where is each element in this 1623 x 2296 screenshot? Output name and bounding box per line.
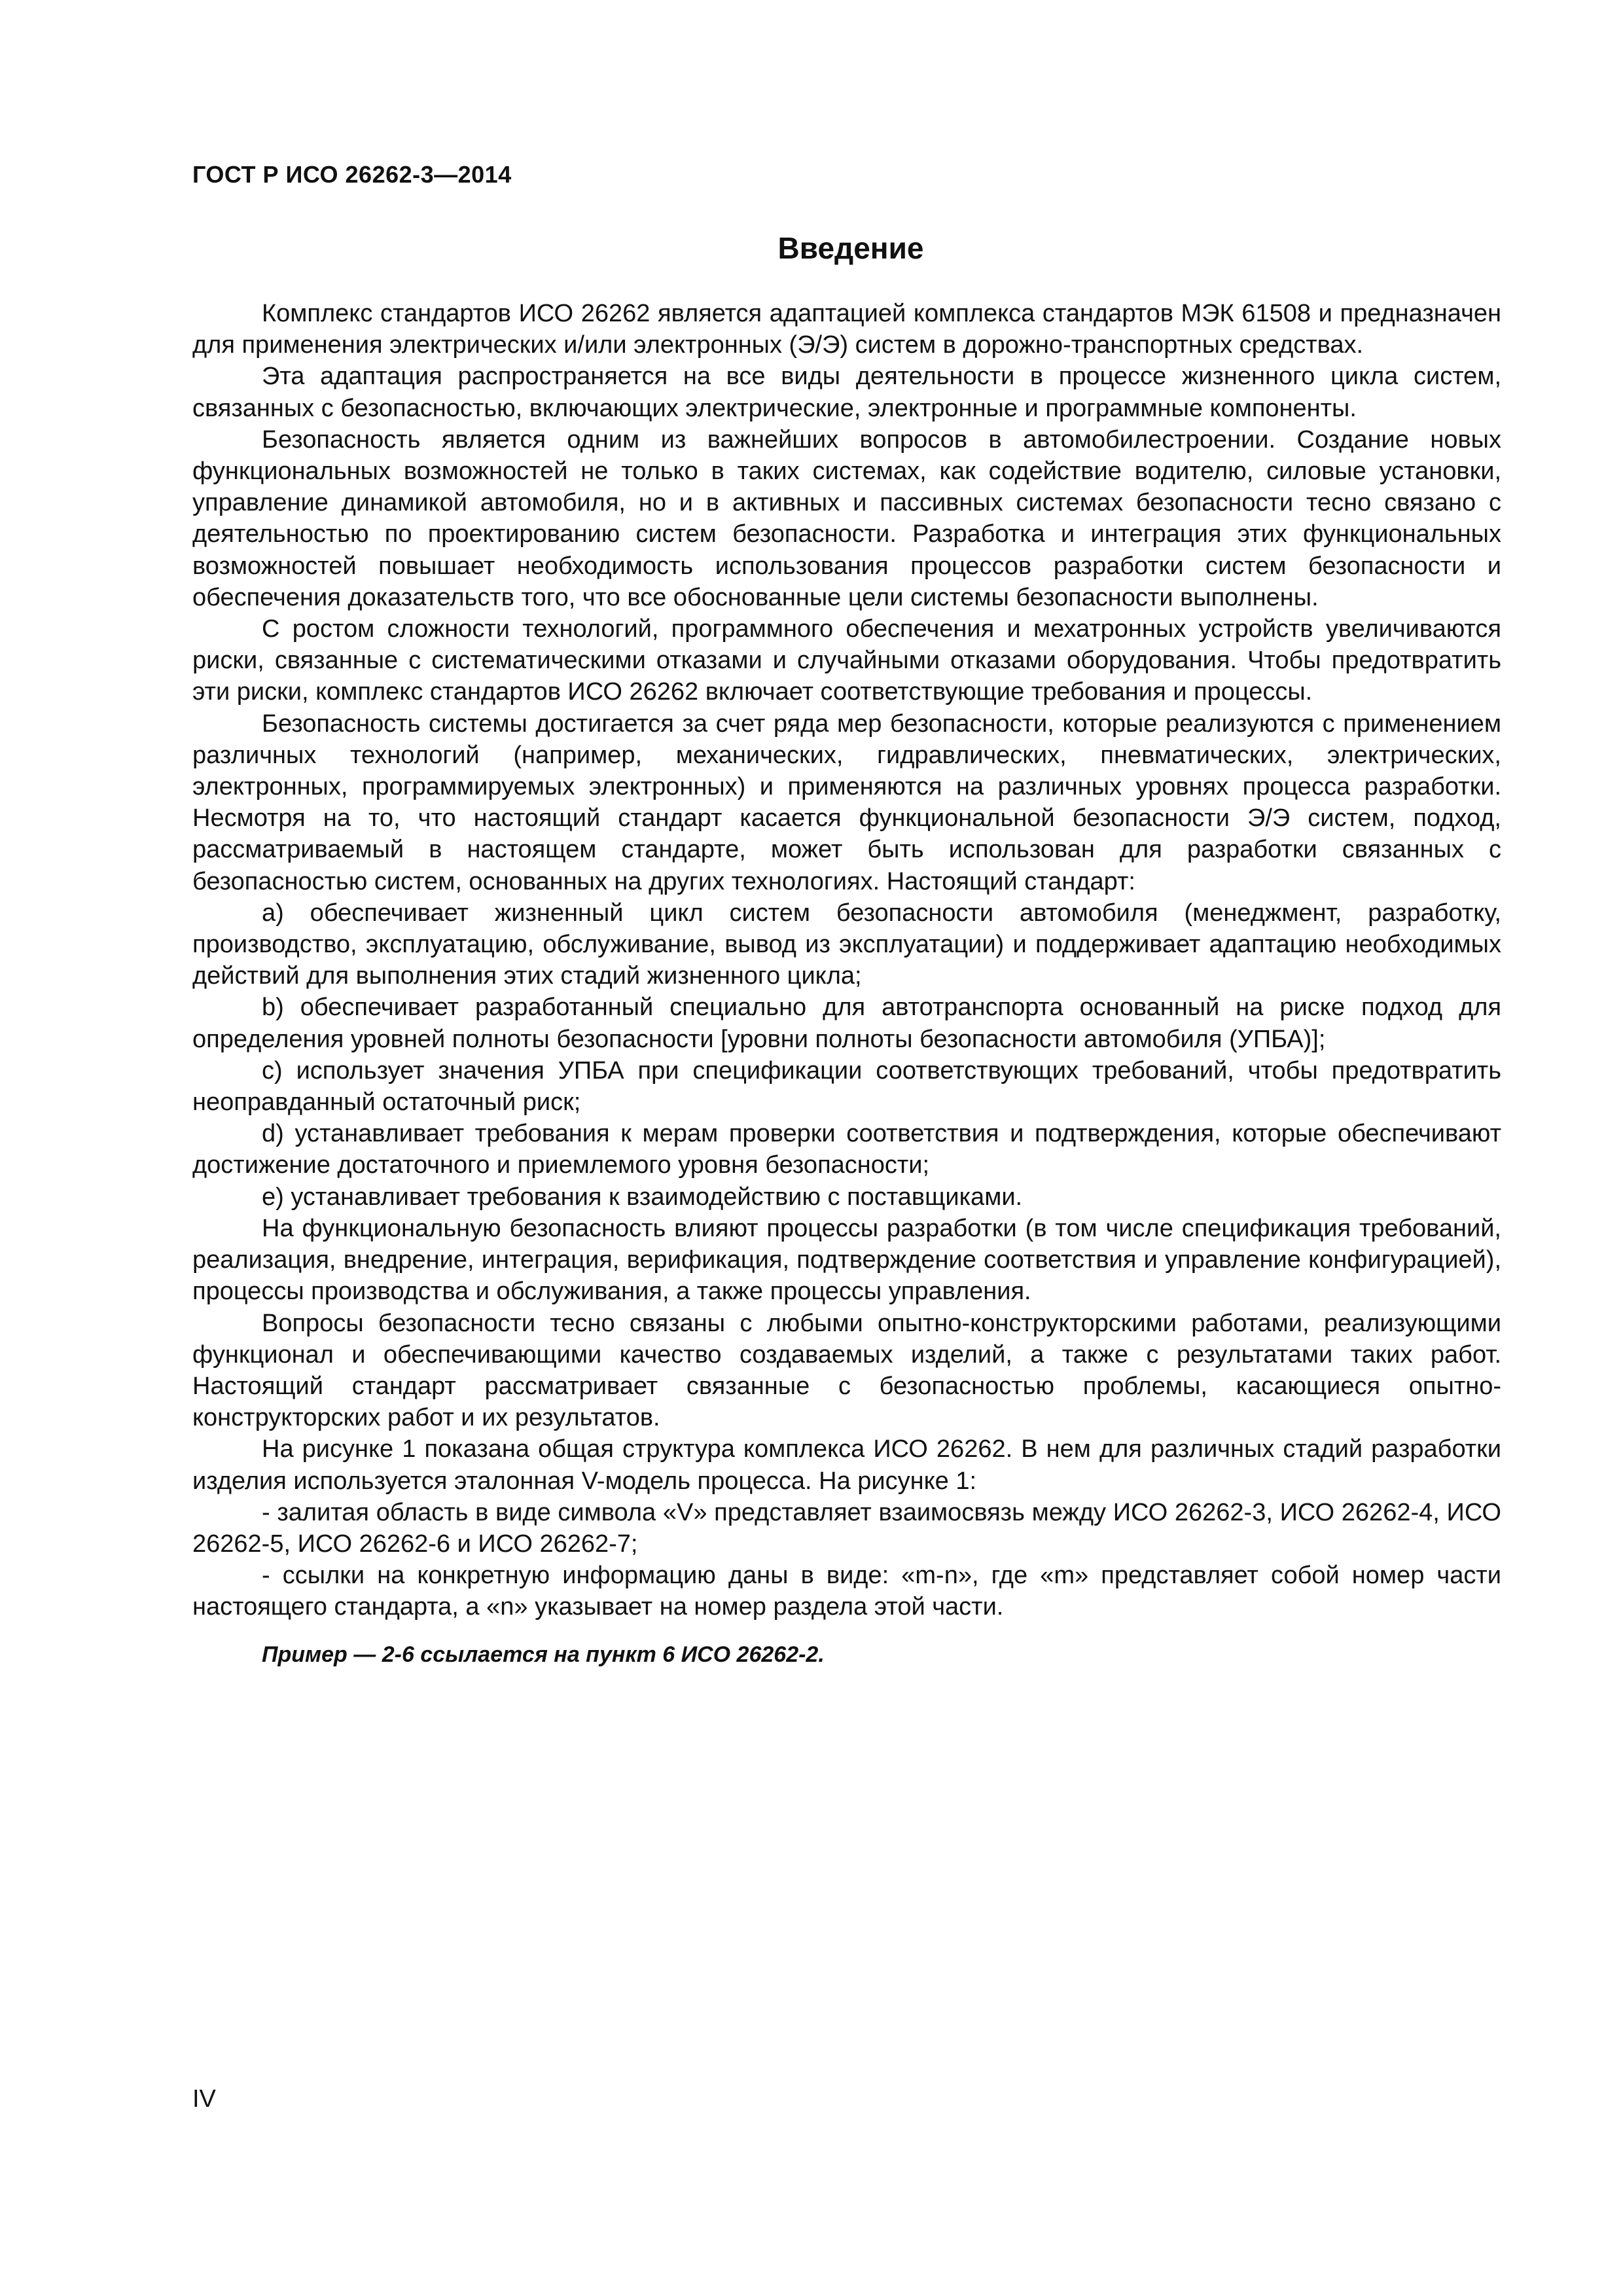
list-item-c: c) использует значения УПБА при спецификации соответствующих требований, чтобы предотвратить неоправданный остаточный риск; [192,1056,1501,1117]
dash-item: - ссылки на конкретную информацию даны в виде: «m-n», где «m» представляет собой номер части настоящего стандарта, а «n» указывает на номер раздела этой части. [192,1562,1501,1621]
paragraph: Безопасность является одним из важнейших вопросов в автомобилестроении. Создание новых функциональных возможностей не только в таких системах, как содействие водителю, силовые установки, управление динамикой автомобиля, но и в активных и пассивных системах безопасности тесно связано с деятельностью по проектированию систем безопасности. Разработка и интеграция этих функциональных возможностей повышает необходимость использования процессов разработки систем безопасности и обеспечения доказательств того, что все обоснованные цели системы безопасности выполнены. [192,425,1501,611]
list-item-d: d) устанавливает требования к мерам проверки соответствия и подтверждения, которые обеспечивают достижение достаточного и приемлемого уровня безопасности; [192,1120,1501,1179]
paragraph: Комплекс стандартов ИСО 26262 является адаптацией комплекса стандартов МЭК 61508 и предназначен для применения электрических и/или электронных (Э/Э) систем в дорожно-транспортных средствах. [192,300,1501,359]
list-item-a: a) обеспечивает жизненный цикл систем безопасности автомобиля (менеджмент, разработку, производство, эксплуатацию, обслуживание, вывод из эксплуатации) и поддерживает адаптацию необходимых действий для выполнения этих стадий жизненного цикла; [192,899,1501,990]
paragraph: Вопросы безопасности тесно связаны с любыми опытно-конструкторскими работами, реализующими функционал и обеспечивающими качество создаваемых изделий, а также с результатами таких работ. Настоящий стандарт рассматривает связанные с безопасностью проблемы, касающиеся опытно-конструкторских работ и их результатов. [192,1309,1501,1432]
paragraph: С ростом сложности технологий, программного обеспечения и мехатронных устройств увеличиваются риски, связанные с систематическими отказами и случайными отказами оборудования. Чтобы предотвратить эти риски, комплекс стандартов ИСО 26262 включает соответствующие требования и процессы. [192,615,1501,706]
dash-item: - залитая область в виде символа «V» представляет взаимосвязь между ИСО 26262-3, ИСО 26262-4, ИСО 26262-5, ИСО 26262-6 и ИСО 26262-7; [192,1498,1501,1558]
page-number: IV [192,2085,216,2113]
paragraph: Безопасность системы достигается за счет ряда мер безопасности, которые реализуются с применением различных технологий (например, механических, гидравлических, пневматических, электрических, электронных, программируемых электронных) и применяются на различных уровнях процесса разработки. Несмотря на то, что настоящий стандарт касается функциональной безопасности Э/Э систем, подход, рассматриваемый в настоящем стандарте, может быть использован для разработки связанных с безопасностью систем, основанных на других технологиях. Настоящий стандарт: [192,709,1501,895]
list-item-b: b) обеспечивает разработанный специально для автотранспорта основанный на риске подход для определения уровней полноты безопасности [уровни полноты безопасности автомобиля (УПБА)]; [192,994,1501,1053]
list-item-e: e) устанавливает требования к взаимодействию с поставщиками. [262,1183,1023,1211]
paragraph: На рисунке 1 показана общая структура комплекса ИСО 26262. В нем для различных стадий разработки изделия используется эталонная V-модель процесса. На рисунке 1: [192,1435,1501,1495]
paragraph: На функциональную безопасность влияют процессы разработки (в том числе спецификация требований, реализация, внедрение, интеграция, верификация, подтверждение соответствия и управление конфигурацией), процессы производства и обслуживания, а также процессы управления. [192,1214,1501,1306]
paragraph: Эта адаптация распространяется на все виды деятельности в процессе жизненного цикла систем, связанных с безопасностью, включающих электрические, электронные и программные компоненты. [192,363,1501,422]
example-note: Пример — 2-6 ссылается на пункт 6 ИСО 26262-2. [262,1641,825,1667]
document-header: ГОСТ Р ИСО 26262-3—2014 [192,161,512,188]
section-title: Введение [777,231,924,265]
intro-body [192,298,1501,1670]
